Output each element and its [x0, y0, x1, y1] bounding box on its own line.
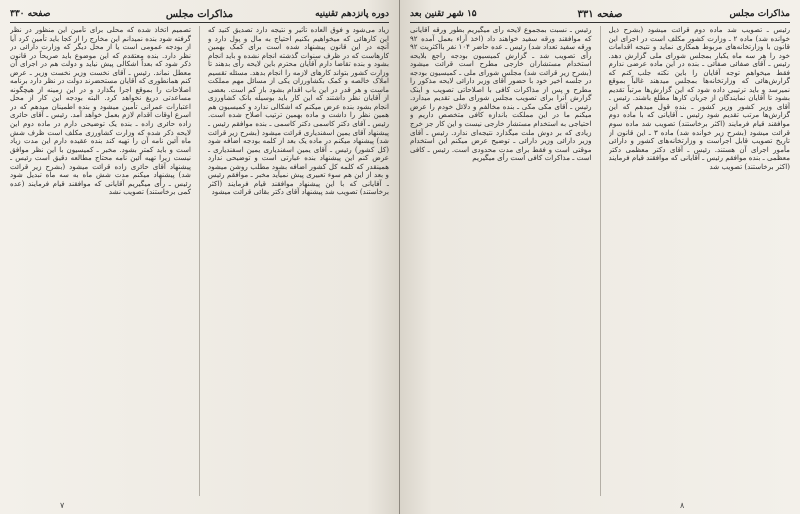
right-page-col-right: رئیس ـ تصویب شد ماده دوم قرائت میشود (بشرح ذیل خوانده شد) ماده ۲ ـ وزارت کشور مکلف است در اجرای این قانون با وزارتخانه‌های مربوط همکاری نماید و نتیجه اقدامات خود را هر سه ماه یکبار بمجلس شورای ملی گزارش دهد. رئیس ـ آقای صفائی صفائی ـ بنده در این ماده عرضی ندارم فقط میخواهم توجه آقایان را باین نکته جلب کنم که گزارش‌هائی که وزارتخانه‌ها بمجلس میدهند غالباً بموقع نمیرسد و باید ترتیبی داده شود که این گزارش‌ها مرتباً تقدیم بشود تا آقایان نمایندگان از جریان کارها مطلع باشند. رئیس ـ آقای وزیر کشور وزیر کشور ـ بنده قول میدهم که این گزارش‌ها مرتب تقدیم شود رئیس ـ آقایانی که با ماده دوم موافقند قیام فرمایند (اکثر برخاستند) تصویب شد ماده سوم قرائت میشود (بشرح زیر خوانده شد) ماده ۳ ـ این قانون از تاریخ تصویب قابل اجراست و وزارتخانه‌های کشور و دارائی مأمور اجرای آن هستند. رئیس ـ آقای دکتر معظمی دکتر معظمی ـ بنده موافقم رئیس ـ آقایانی که موافقند قیام فرمایند (اکثر برخاستند) تصویب شد [608, 26, 790, 171]
column-divider [600, 26, 601, 496]
left-page-columns [10, 26, 389, 496]
right-page [400, 0, 800, 514]
left-page-col-right: زیاد می‌شود و فوق العاده تأثیر و نتیجه دارد تصدیق کنید که این کارهائی که میخواهیم بکنیم احتیاج به مال و پول دارد و آنچه در این قانون پیشنهاد شده است برای کمک بهمین کارهاست که در ظرف سنوات گذشته انجام نشده و باید انجام بشود و بنده تقاضا دارم آقایان محترم باین لایحه رأی بدهند تا وزارت کشور بتواند کارهای لازمه را انجام بدهد. مسئله تقسیم املاک خالصه و کمک بکشاورزان یکی از مسائل مهم مملکت ماست و هر قدر در این باب اقدام بشود باز کم است. بعضی از آقایان نظر داشتند که این کار باید بوسیله بانک کشاورزی انجام بشود بنده عرض میکنم که اشکالی ندارد و کمیسیون هم همین نظر را داشت و ماده بهمین ترتیب اصلاح شده است. رئیس ـ آقای دکتر کاسمی دکتر کاسمی ـ بنده موافقم رئیس ـ پیشنهاد آقای یمین اسفندیاری قرائت میشود (بشرح زیر قرائت شد) پیشنهاد میکنم در ماده یک بعد از کلمه بودجه اضافه شود (کل کشور) رئیس ـ آقای یمین اسفندیاری یمین اسفندیاری ـ عرض کنم این پیشنهاد بنده عبارتی است و توضیحی ندارد همینقدر که کلمه کل کشور اضافه بشود مطلب روشن میشود و بعد از این هم سوء تعبیری پیش نمیآید مخبر ـ موافقم رئیس ـ آقایانی که با این پیشنهاد موافقند قیام فرمایند (اکثر برخاستند) تصویب شد پیشنهاد آقای دکتر بقائی قرائت میشود [208, 26, 389, 197]
right-page-col-left: رئیس ـ نسبت بمجموع لایحه رأی میگیریم بطور ورقه آقایانی که موافقند ورقه سفید خواهند داد (اخذ آراء بعمل آمده ۹۲ ورقه سفید تعداد شد) رئیس ـ عده حاضر ۱۰۴ نفر بااکثریت ۹۲ رأی تصویب شد ـ گزارش کمیسیون بودجه راجع بلایحه استخدام مستشاران خارجی مطرح است قرائت میشود (بشرح زیر قرائت شد) مجلس شورای ملی ـ کمیسیون بودجه در جلسه اخیر خود با حضور آقای وزیر دارائی لایحه مذکور را مطرح و پس از مذاکرات کافی با اصلاحاتی تصویب و اینک گزارش آنرا برای تصویب مجلس شورای ملی تقدیم میدارد. رئیس ـ آقای مکی مکی ـ بنده مخالفم و دلائل خودم را عرض میکنم ما در این مملکت باندازه کافی متخصص داریم و احتیاجی به استخدام مستشار خارجی نیست و این کار جز خرج زیادی که بر دوش ملت میگذارد نتیجه‌ای ندارد. رئیس ـ آقای وزیر دارائی وزیر دارائی ـ توضیح عرض میکنم این استخدام موقتی است و فقط برای مدت محدودی است. رئیس ـ کافی است ـ مذاکرات کافی است رأی میگیریم [410, 26, 592, 163]
left-page-col-left: تصمیم اتخاذ شده که محلی برای تأمین این منظور در نظر گرفته شود بنده نمیدانم این مخارج را از کجا باید تأمین کرد آیا از بودجه عمومی است یا از محل دیگر که وزارت دارائی در نظر دارد. بنده معتقدم که این موضوع باید صریحاً در قانون ذکر شود که بعداً اشکالی پیش نیاید و دولت هم در اجرای آن معطل نماند. رئیس ـ آقای نخست وزیر نخست وزیر ـ عرض کنم همانطوری که آقایان مستحضرند دولت در نظر دارد برنامه اصلاحات را بموقع اجرا بگذارد و در این زمینه از هیچگونه مساعدتی دریغ نخواهد کرد. البته بودجه این کار از محل اعتبارات عمرانی تأمین میشود و بنده اطمینان میدهم که در اسرع اوقات اقدام لازم بعمل خواهد آمد. رئیس ـ آقای حائری زاده حائری زاده ـ بنده یک توضیحی دارم در ماده دوم این لایحه ذکر شده که وزارت کشاورزی مکلف است ظرف شش ماه آئین نامه آن را تهیه کند بنده عقیده دارم این مدت زیاد است و باید کمتر بشود. مخبر ـ کمیسیون با این نظر موافق نیست زیرا تهیه آئین نامه محتاج مطالعه دقیق است رئیس ـ پیشنهاد آقای حائری زاده قرائت میشود (بشرح زیر قرائت شد) پیشنهاد میکنم مدت شش ماه به سه ماه تبدیل شود رئیس ـ رأی میگیریم آقایانی که موافقند قیام فرمایند (عده کمی برخاستند) تصویب نشد [10, 26, 191, 197]
left-header-center: مذاکرات مجلس [165, 8, 234, 20]
right-header-right: مذاکرات مجلس [729, 9, 790, 19]
left-header-left: صفحه ۳۳۰ [10, 9, 51, 19]
right-header-left: ۱۵ شهر تقنین بعد [410, 9, 477, 19]
column-divider [199, 26, 200, 496]
left-page-footer: ۷ [60, 501, 65, 510]
right-page-footer: ۸ [680, 501, 685, 510]
right-page-columns [410, 26, 790, 496]
right-page-header [410, 6, 790, 23]
left-header-right: دوره پانزدهم تقنینیه [315, 9, 389, 19]
left-page-header [10, 6, 389, 23]
right-header-center: صفحه ۳۳۱ [577, 8, 623, 20]
